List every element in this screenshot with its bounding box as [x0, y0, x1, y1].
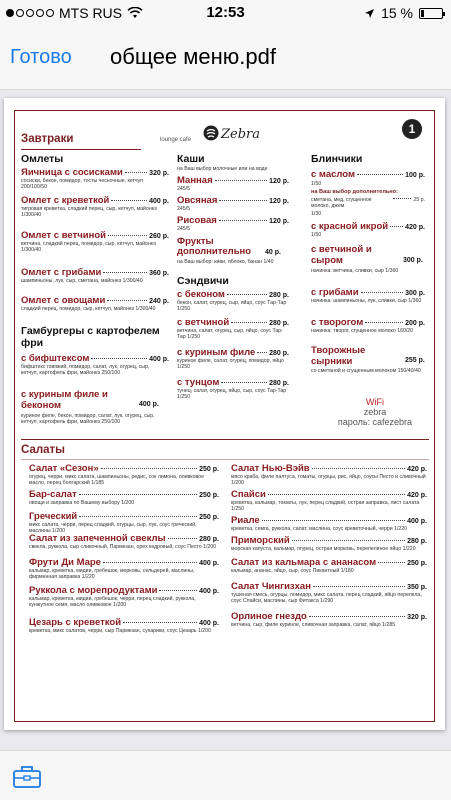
- item-desc: шампиньоны, лук, сыр, сметана, майонез 1/300/40: [21, 278, 143, 284]
- menu-item: [21, 195, 169, 206]
- item-name: Омлет с ветчиной: [21, 230, 106, 241]
- divider: [21, 149, 141, 150]
- item-price: 255 р.: [405, 357, 425, 364]
- salad-item: [29, 617, 219, 628]
- menu-item: [177, 195, 289, 206]
- menu-item: [311, 169, 425, 180]
- item-name: Омлет с креветкой: [21, 195, 110, 206]
- item-name: Овсяная: [177, 195, 218, 206]
- item-desc: начинка: творог, сгущенное молоко 160/20: [311, 328, 414, 334]
- item-price: 300 р.: [403, 257, 423, 264]
- divider: [21, 439, 429, 440]
- divider: [21, 459, 429, 460]
- item-desc: креветка, кальмар, томаты, лук, перец сладкий, острая заправка, лист салата 1/250: [231, 500, 420, 513]
- wifi-label: WiFi: [366, 397, 384, 407]
- item-name: с творогом: [311, 317, 364, 328]
- menu-item: [21, 230, 169, 241]
- item-desc: куриное филе, бекон, помидор, салат, лук, огурец, сыр, кетчуп, картофель фри, майонез 250/100: [21, 413, 155, 426]
- item-price: 400 р.: [199, 560, 219, 567]
- salad-item: [29, 557, 219, 568]
- item-desc: 245/5: [177, 186, 190, 192]
- item-price: 400 р.: [149, 198, 169, 205]
- document-title: общее меню.pdf: [110, 44, 276, 69]
- bottom-toolbar: [0, 750, 451, 800]
- item-price: 350 р.: [407, 584, 427, 591]
- item-desc: креветка, семга, руккола, салат, маслина, соус креветочный, черри 1/220: [231, 526, 408, 532]
- item-desc: со сметаной и сгущенным молоком 150/40/40: [311, 368, 421, 374]
- salad-item: [231, 515, 427, 526]
- item-price: 250 р.: [199, 492, 219, 499]
- pdf-viewer[interactable]: [0, 90, 451, 750]
- item-name: Фрукты дополнительно: [177, 236, 252, 257]
- item-name: Орлиное гнездо: [231, 611, 307, 622]
- addon-desc: сметана, мед, сгущенное молоко, джем: [311, 197, 372, 210]
- item-price: 100 р.: [405, 172, 425, 179]
- item-price: 120 р.: [269, 178, 289, 185]
- status-bar: [0, 0, 451, 26]
- menu-item: [21, 295, 169, 306]
- item-price: 250 р.: [199, 514, 219, 521]
- item-price: 360 р.: [149, 270, 169, 277]
- menu-item: [21, 167, 169, 178]
- item-price: 200 р.: [405, 320, 425, 327]
- logo-name: Zebra: [221, 127, 261, 142]
- item-desc: 1/50: [311, 232, 322, 238]
- item-name: с красной икрой: [311, 221, 389, 232]
- wifi-password: пароль: cafezebra: [337, 417, 413, 427]
- addon-weight: 1/30: [311, 211, 322, 217]
- salad-item: [231, 535, 427, 546]
- item-desc: бифштекс говяжий, помидор, салат, лук, огурец, сыр, кетчуп, картофель фри, майонез 250/100: [21, 364, 150, 377]
- addon-heading: на Ваш выбор дополнительно:: [311, 189, 398, 195]
- item-price: 280 р.: [199, 536, 219, 543]
- location-arrow-icon: [364, 8, 375, 19]
- item-desc: огурец, черри, микс салата, шампиньоны, редис, сок лимона, оливковое масло, перец болгарский 1/185: [29, 474, 204, 487]
- addon-price: 25 р.: [413, 197, 425, 203]
- item-name: Риале: [231, 515, 260, 526]
- zebra-logo-icon: [203, 125, 219, 141]
- kashi-note: на Ваш выбор молочные или на воде: [177, 166, 268, 172]
- item-price: 250 р.: [407, 560, 427, 567]
- item-desc: кальмар, креветка, мидии, гребешок, черри, перец сладкий, руккола, кунжутное семя, масло оливковое 1/200: [29, 596, 196, 609]
- item-price: 120 р.: [269, 198, 289, 205]
- item-price: 120 р.: [269, 218, 289, 225]
- item-price: 40 р.: [265, 249, 281, 256]
- category-burgers: Гамбургеры с картофелем фри: [21, 325, 160, 349]
- item-desc: ветчина, сыр, филе куриное, сливочная заправка, салат, яйцо 1/285: [231, 622, 396, 628]
- battery-icon: [419, 8, 443, 19]
- item-name: Бар-салат: [29, 489, 77, 500]
- menu-item: [21, 353, 169, 364]
- battery-percent: 15 %: [381, 5, 413, 21]
- section-salads: Салаты: [21, 444, 65, 456]
- item-name: с куриным филе: [177, 347, 256, 358]
- item-desc: креветка, микс салатов, черри, сыр Пармезан, сухарики, соус Цезарь 1/200: [29, 628, 211, 634]
- item-desc: начинка: ветчина, сливки, сыр 1/360: [311, 268, 399, 274]
- item-price: 250 р.: [199, 466, 219, 473]
- salad-item: [231, 581, 427, 592]
- menu-item: [311, 221, 425, 232]
- item-desc: сосиски, бекон, помидор, тосты чесночные, кетчуп 200/100/50: [21, 178, 144, 191]
- salad-item: [29, 585, 219, 596]
- item-name: с куриным филе и беконом: [21, 389, 108, 411]
- wifi-network: zebra: [363, 407, 387, 417]
- item-desc: кальмар, креветка, мидии, гребешок, морковь, сельдерей, маслины, фирменная заправка 1/220: [29, 568, 195, 581]
- item-price: 420 р.: [405, 224, 425, 231]
- item-price: 400 р.: [149, 356, 169, 363]
- item-name: Омлет с грибами: [21, 267, 102, 278]
- item-desc: ветчина, салат, огурец, сыр, яйцо, соус Тар-Тар 1/250: [177, 328, 283, 341]
- item-price: 320 р.: [407, 614, 427, 621]
- item-desc: 1/50: [311, 181, 322, 187]
- salad-item: [29, 489, 219, 500]
- item-name: Творожные сырники: [311, 345, 366, 367]
- item-name: Салат из запеченной свеклы: [29, 533, 166, 544]
- menu-item: [177, 317, 289, 328]
- category-sandwiches: Сэндвичи: [177, 275, 229, 287]
- menu-item: [177, 289, 289, 300]
- done-button[interactable]: Готово: [10, 46, 72, 68]
- item-price: 320 р.: [149, 170, 169, 177]
- salad-item: [231, 489, 427, 500]
- logo-subtitle: lounge cafe: [160, 137, 192, 143]
- item-price: 280 р.: [269, 350, 289, 357]
- item-price: 240 р.: [149, 298, 169, 305]
- menu-item: [177, 175, 289, 186]
- item-name: Салат «Сезон»: [29, 463, 99, 474]
- item-name: с тунцом: [177, 377, 220, 388]
- status-right: [364, 5, 443, 21]
- item-desc: тушеная смесь, огурцы, помидор, микс салата, перец сладкий, яйцо перепела, соус Спайси, маслины, сыр Фитакса 1/290: [231, 592, 422, 605]
- item-name: Салат Чингизхан: [231, 581, 311, 592]
- item-name: Руккола с морепродуктами: [29, 585, 158, 596]
- menu-item: [177, 347, 289, 358]
- navigation-bar: [0, 26, 451, 90]
- item-desc: овощи и заправка по Вашему выбору 1/200: [29, 500, 135, 506]
- item-price: 280 р.: [269, 380, 289, 387]
- item-desc: начинка: шампиньоны, лук, сливки, сыр 1/360: [311, 298, 422, 304]
- clock: 12:53: [206, 4, 245, 21]
- item-desc: свекла, руккола, сыр сливочный, Пармезан, орех кедровый, соус Песто 1/200: [29, 544, 217, 550]
- item-price: 280 р.: [407, 538, 427, 545]
- menu-frame: [14, 110, 435, 722]
- item-name: Фрути Ди Маре: [29, 557, 101, 568]
- item-price: 280 р.: [269, 292, 289, 299]
- item-name: Спайси: [231, 489, 266, 500]
- salad-item: [231, 611, 427, 622]
- item-desc: морская капуста, кальмар, огурец, острая морковь, перепелиное яйцо 1/220: [231, 546, 416, 552]
- item-price: 400 р.: [199, 620, 219, 627]
- page-number-badge: 1: [402, 119, 422, 139]
- pdf-page[interactable]: [4, 98, 445, 730]
- item-price: 400 р.: [199, 588, 219, 595]
- item-price: 280 р.: [269, 320, 289, 327]
- wifi-info: [325, 397, 425, 427]
- category-blinchiki: Блинчики: [311, 153, 363, 165]
- item-name: Салат из кальмара с ананасом: [231, 557, 377, 568]
- item-name: с маслом: [311, 169, 356, 180]
- item-desc: кальмар, ананас, яйцо, сыр, соус Пикантный 1/180: [231, 568, 354, 574]
- item-name: с бифштексом: [21, 353, 90, 364]
- item-price: 400 р.: [139, 401, 159, 408]
- menu-item: [177, 215, 289, 226]
- item-price: 420 р.: [407, 492, 427, 499]
- item-desc: 245/5: [177, 206, 190, 212]
- salad-item: [29, 533, 219, 544]
- item-name: Яичница с сосисками: [21, 167, 123, 178]
- addon-row: [311, 197, 425, 209]
- item-name: Приморский: [231, 535, 290, 546]
- markup-toolbox-icon[interactable]: [12, 763, 42, 789]
- category-kashi: Каши: [177, 153, 205, 165]
- carrier-label: MTS RUS: [59, 5, 122, 21]
- item-desc: ветчина, сладкий перец, помидор, сыр, кетчуп, майонез 1/300/40: [21, 241, 156, 254]
- item-name: Рисовая: [177, 215, 217, 226]
- item-price: 260 р.: [149, 233, 169, 240]
- item-name: с ветчиной: [177, 317, 230, 328]
- salad-item: [231, 557, 427, 568]
- item-price: 300 р.: [405, 290, 425, 297]
- item-name: с беконом: [177, 289, 225, 300]
- item-name: Манная: [177, 175, 213, 186]
- item-desc: микс салата, черри, перец сладкий, огурцы, сыр, лук, соус греческий, маслины 1/200: [29, 522, 197, 535]
- item-desc: куриное филе, салат, огурец, помидор, яйцо 1/250: [177, 358, 284, 371]
- menu-item: [21, 267, 169, 278]
- item-name: Греческий: [29, 511, 78, 522]
- item-desc: 245/5: [177, 226, 190, 232]
- item-price: 420 р.: [407, 466, 427, 473]
- section-breakfast: Завтраки: [21, 133, 74, 145]
- item-desc: тигровая креветка, сладкий перец, сыр, кетчуп, майонез 1/300/40: [21, 206, 157, 219]
- menu-item: [177, 377, 289, 388]
- item-name: Омлет с овощами: [21, 295, 106, 306]
- item-desc: бекон, салат, огурец, сыр, яйцо, соус Тар-Тар 1/250: [177, 300, 287, 313]
- item-name: Цезарь с креветкой: [29, 617, 122, 628]
- item-desc: на Ваш выбор: киви, яблоко, банан 1/40: [177, 259, 274, 265]
- salad-item: [29, 463, 219, 474]
- menu-item: [311, 287, 425, 298]
- menu-item: [311, 317, 425, 328]
- item-desc: сладкий перец, помидор, сыр, кетчуп, майонез 1/300/40: [21, 306, 156, 312]
- item-name: с ветчиной и сыром: [311, 244, 372, 266]
- item-desc: мясо краба, филе палтуса, томаты, огурцы, рис, яйцо, соусы Песто и сливочный 1/200: [231, 474, 426, 487]
- item-price: 400 р.: [407, 518, 427, 525]
- item-name: Салат Нью-Вэйв: [231, 463, 310, 474]
- salad-item: [29, 511, 219, 522]
- item-desc: тунец, салат, огурец, яйцо, сыр, соус Тар-Тар 1/250: [177, 388, 287, 401]
- item-name: с грибами: [311, 287, 359, 298]
- salad-item: [231, 463, 427, 474]
- category-omlety: Омлеты: [21, 153, 64, 165]
